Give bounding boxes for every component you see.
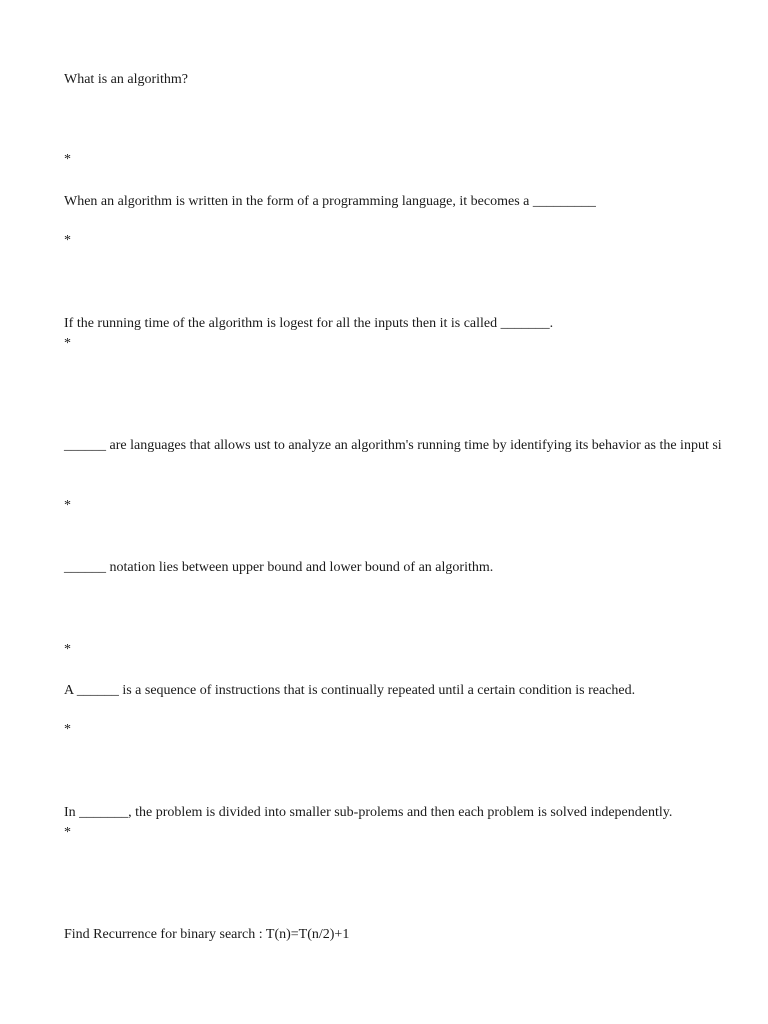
- question-3: If the running time of the algorithm is logest for all the inputs then it is called _______.: [64, 316, 554, 331]
- question-7: In _______, the problem is divided into smaller sub-prolems and then each problem is solved independently.: [64, 805, 673, 820]
- required-marker-3: *: [64, 336, 71, 351]
- question-6: A ______ is a sequence of instructions that is continually repeated until a certain condition is reached.: [64, 683, 636, 698]
- question-2: When an algorithm is written in the form of a programming language, it becomes a _________: [64, 194, 596, 209]
- question-4: ______ are languages that allows ust to analyze an algorithm's running time by identifying its behavior as the input si: [64, 438, 722, 453]
- question-5: ______ notation lies between upper bound and lower bound of an algorithm.: [64, 560, 494, 575]
- question-1: What is an algorithm?: [64, 72, 189, 87]
- required-marker-2: *: [64, 233, 71, 248]
- required-marker-1: *: [64, 152, 71, 167]
- required-marker-4: *: [64, 498, 71, 513]
- required-marker-5: *: [64, 642, 71, 657]
- required-marker-6: *: [64, 722, 71, 737]
- required-marker-7: *: [64, 825, 71, 840]
- question-8: Find Recurrence for binary search : T(n)=T(n/2)+1: [64, 927, 350, 942]
